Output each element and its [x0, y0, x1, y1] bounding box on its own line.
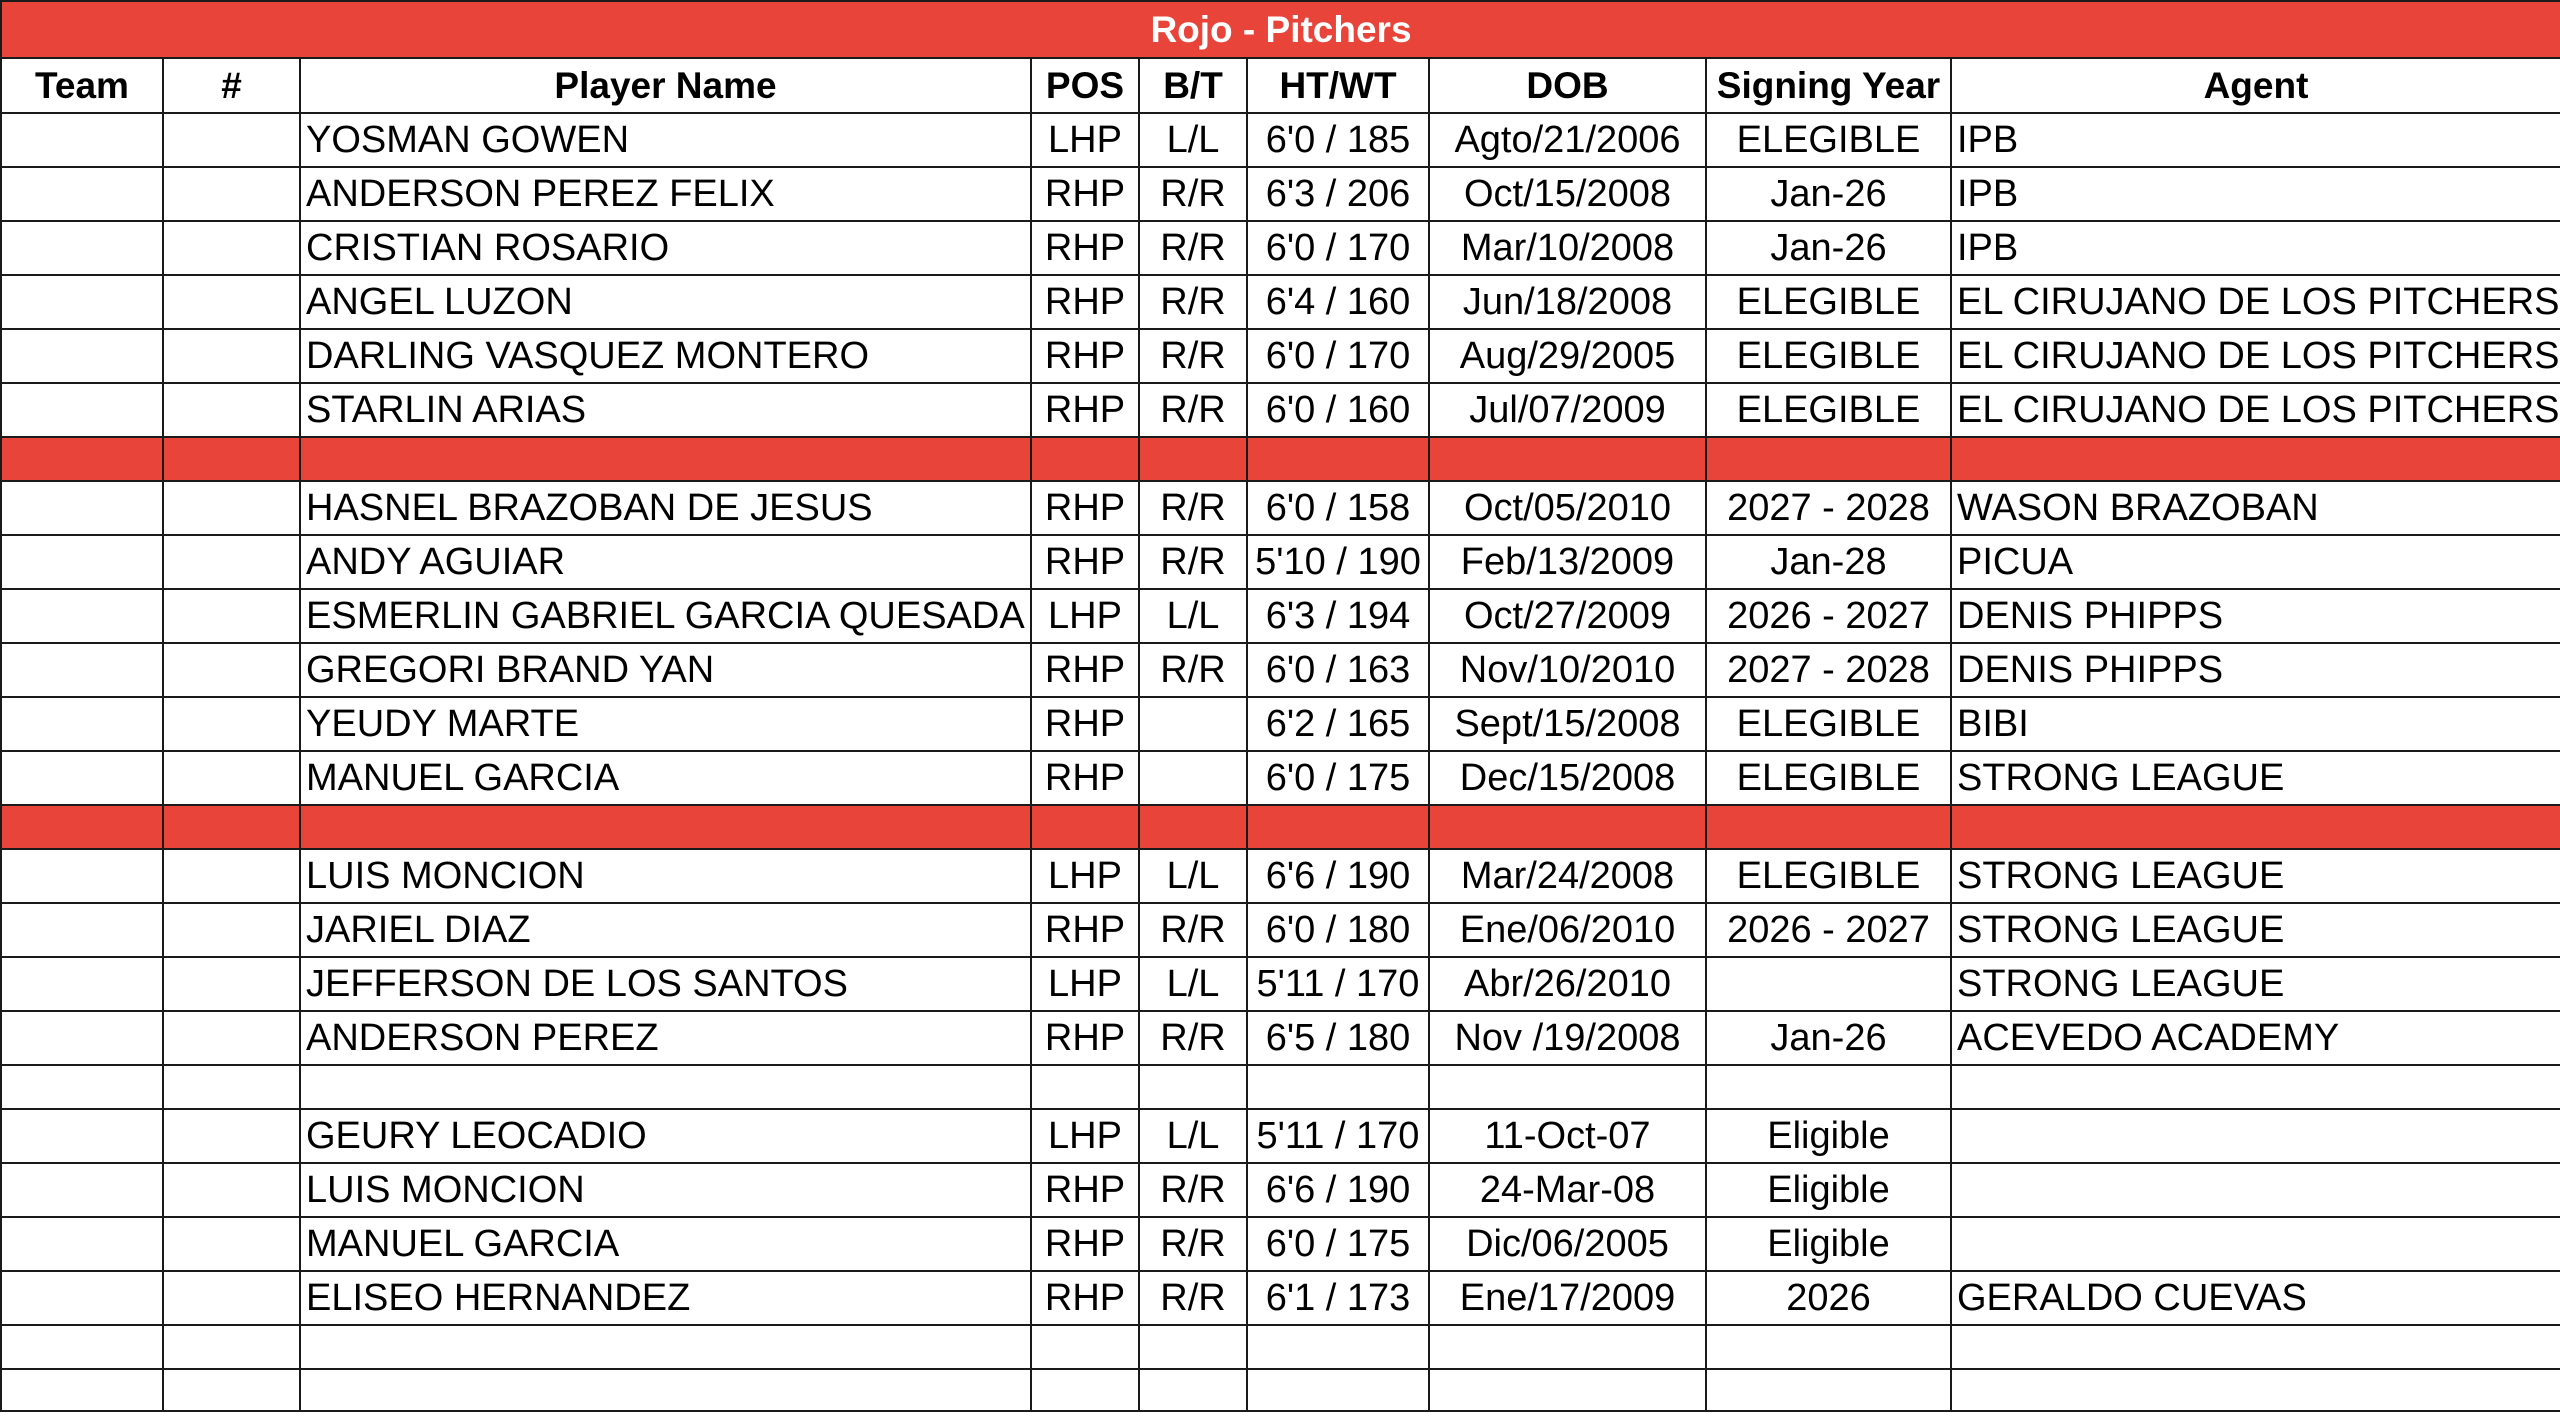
pos-cell[interactable]: RHP [1031, 383, 1139, 437]
agent-cell[interactable]: WASON BRAZOBAN [1951, 481, 2560, 535]
player-name-cell[interactable]: YEUDY MARTE [300, 697, 1031, 751]
dob-cell[interactable]: Agto/21/2006 [1429, 113, 1706, 167]
agent-cell[interactable]: ACEVEDO ACADEMY [1951, 1011, 2560, 1065]
player-name-cell[interactable]: MANUEL GARCIA [300, 1217, 1031, 1271]
player-name-cell[interactable]: DARLING VASQUEZ MONTERO [300, 329, 1031, 383]
signing-year-cell[interactable] [1706, 805, 1951, 849]
htwt-cell[interactable]: 6'0 / 170 [1247, 329, 1429, 383]
header-htwt[interactable]: HT/WT [1247, 58, 1429, 113]
title-row [1, 1, 2560, 58]
pos-cell[interactable]: RHP [1031, 481, 1139, 535]
player-name-cell[interactable]: MANUEL GARCIA [300, 751, 1031, 805]
agent-cell[interactable]: IPB [1951, 167, 2560, 221]
team-cell[interactable] [1, 751, 163, 805]
player-row [1, 697, 2560, 751]
pos-cell[interactable]: LHP [1031, 957, 1139, 1011]
empty-row [1, 1325, 2560, 1369]
bt-cell[interactable]: R/R [1139, 1217, 1247, 1271]
htwt-cell[interactable]: 6'5 / 180 [1247, 1011, 1429, 1065]
dob-cell[interactable]: Abr/26/2010 [1429, 957, 1706, 1011]
header-team[interactable]: Team [1, 58, 163, 113]
team-cell[interactable] [1, 643, 163, 697]
pos-cell[interactable]: RHP [1031, 329, 1139, 383]
htwt-cell[interactable]: 6'6 / 190 [1247, 849, 1429, 903]
table-body [1, 113, 2560, 1411]
player-row [1, 1011, 2560, 1065]
bt-cell[interactable] [1139, 437, 1247, 481]
player-row [1, 1163, 2560, 1217]
bt-cell[interactable]: L/L [1139, 1109, 1247, 1163]
player-name-cell[interactable]: ANGEL LUZON [300, 275, 1031, 329]
signing-year-cell[interactable]: Eligible [1706, 1217, 1951, 1271]
pos-cell[interactable]: LHP [1031, 1109, 1139, 1163]
number-cell[interactable] [163, 329, 300, 383]
player-row [1, 113, 2560, 167]
bt-cell[interactable] [1139, 1369, 1247, 1411]
signing-year-cell[interactable]: ELEGIBLE [1706, 697, 1951, 751]
team-cell[interactable] [1, 805, 163, 849]
number-cell[interactable] [163, 167, 300, 221]
team-cell[interactable] [1, 697, 163, 751]
agent-cell[interactable] [1951, 1325, 2560, 1369]
htwt-cell[interactable]: 6'0 / 158 [1247, 481, 1429, 535]
bt-cell[interactable]: R/R [1139, 167, 1247, 221]
number-cell[interactable] [163, 903, 300, 957]
number-cell[interactable] [163, 1271, 300, 1325]
number-cell[interactable] [163, 275, 300, 329]
player-name-cell[interactable]: ESMERLIN GABRIEL GARCIA QUESADA [300, 589, 1031, 643]
player-name-cell[interactable]: YOSMAN GOWEN [300, 113, 1031, 167]
dob-cell[interactable] [1429, 1065, 1706, 1109]
htwt-cell[interactable]: 6'0 / 163 [1247, 643, 1429, 697]
group-separator-row [1, 437, 2560, 481]
agent-cell[interactable] [1951, 1163, 2560, 1217]
bt-cell[interactable] [1139, 751, 1247, 805]
bt-cell[interactable]: R/R [1139, 481, 1247, 535]
number-cell[interactable] [163, 221, 300, 275]
pos-cell[interactable] [1031, 805, 1139, 849]
signing-year-cell[interactable] [1706, 437, 1951, 481]
player-name-cell[interactable]: STARLIN ARIAS [300, 383, 1031, 437]
player-name-cell[interactable]: JEFFERSON DE LOS SANTOS [300, 957, 1031, 1011]
player-name-cell[interactable]: GREGORI BRAND YAN [300, 643, 1031, 697]
team-cell[interactable] [1, 1163, 163, 1217]
dob-cell[interactable]: Dic/06/2005 [1429, 1217, 1706, 1271]
player-row [1, 589, 2560, 643]
dob-cell[interactable]: Mar/10/2008 [1429, 221, 1706, 275]
agent-cell[interactable] [1951, 1217, 2560, 1271]
signing-year-cell[interactable]: Eligible [1706, 1109, 1951, 1163]
sheet-title[interactable]: Rojo - Pitchers [1, 1, 2560, 58]
player-row [1, 535, 2560, 589]
htwt-cell[interactable] [1247, 805, 1429, 849]
team-cell[interactable] [1, 275, 163, 329]
dob-cell[interactable]: Ene/17/2009 [1429, 1271, 1706, 1325]
signing-year-cell[interactable] [1706, 1369, 1951, 1411]
player-row [1, 643, 2560, 697]
player-row [1, 167, 2560, 221]
agent-cell[interactable]: GERALDO CUEVAS [1951, 1271, 2560, 1325]
htwt-cell[interactable]: 6'3 / 194 [1247, 589, 1429, 643]
htwt-cell[interactable] [1247, 437, 1429, 481]
number-cell[interactable] [163, 1325, 300, 1369]
player-name-cell[interactable]: LUIS MONCION [300, 849, 1031, 903]
bt-cell[interactable] [1139, 1065, 1247, 1109]
number-cell[interactable] [163, 1109, 300, 1163]
signing-year-cell[interactable]: 2027 - 2028 [1706, 481, 1951, 535]
dob-cell[interactable]: Feb/13/2009 [1429, 535, 1706, 589]
dob-cell[interactable]: Sept/15/2008 [1429, 697, 1706, 751]
htwt-cell[interactable]: 6'0 / 160 [1247, 383, 1429, 437]
htwt-cell[interactable]: 6'6 / 190 [1247, 1163, 1429, 1217]
player-row [1, 481, 2560, 535]
header-pos[interactable]: POS [1031, 58, 1139, 113]
dob-cell[interactable]: Ene/06/2010 [1429, 903, 1706, 957]
player-name-cell[interactable]: GEURY LEOCADIO [300, 1109, 1031, 1163]
htwt-cell[interactable]: 6'1 / 173 [1247, 1271, 1429, 1325]
player-name-cell[interactable] [300, 1065, 1031, 1109]
signing-year-cell[interactable]: ELEGIBLE [1706, 849, 1951, 903]
pos-cell[interactable]: RHP [1031, 903, 1139, 957]
pos-cell[interactable] [1031, 1325, 1139, 1369]
number-cell[interactable] [163, 1217, 300, 1271]
player-name-cell[interactable]: ANDY AGUIAR [300, 535, 1031, 589]
team-cell[interactable] [1, 589, 163, 643]
header-signing-year[interactable]: Signing Year [1706, 58, 1951, 113]
bt-cell[interactable]: L/L [1139, 113, 1247, 167]
number-cell[interactable] [163, 535, 300, 589]
agent-cell[interactable]: EL CIRUJANO DE LOS PITCHERS [1951, 329, 2560, 383]
agent-cell[interactable]: EL CIRUJANO DE LOS PITCHERS [1951, 275, 2560, 329]
bt-cell[interactable]: R/R [1139, 329, 1247, 383]
team-cell[interactable] [1, 1109, 163, 1163]
htwt-cell[interactable]: 5'11 / 170 [1247, 1109, 1429, 1163]
team-cell[interactable] [1, 221, 163, 275]
bt-cell[interactable] [1139, 805, 1247, 849]
player-row [1, 1217, 2560, 1271]
signing-year-cell[interactable]: ELEGIBLE [1706, 329, 1951, 383]
bt-cell[interactable]: L/L [1139, 589, 1247, 643]
dob-cell[interactable] [1429, 437, 1706, 481]
player-name-cell[interactable]: ANDERSON PEREZ FELIX [300, 167, 1031, 221]
number-cell[interactable] [163, 383, 300, 437]
bt-cell[interactable]: R/R [1139, 535, 1247, 589]
agent-cell[interactable]: PICUA [1951, 535, 2560, 589]
bt-cell[interactable]: R/R [1139, 1271, 1247, 1325]
dob-cell[interactable]: 11-Oct-07 [1429, 1109, 1706, 1163]
team-cell[interactable] [1, 1271, 163, 1325]
group-separator-row [1, 805, 2560, 849]
number-cell[interactable] [163, 589, 300, 643]
dob-cell[interactable]: Nov/10/2010 [1429, 643, 1706, 697]
pos-cell[interactable]: RHP [1031, 221, 1139, 275]
player-name-cell[interactable]: CRISTIAN ROSARIO [300, 221, 1031, 275]
dob-cell[interactable]: Oct/15/2008 [1429, 167, 1706, 221]
signing-year-cell[interactable]: 2026 - 2027 [1706, 589, 1951, 643]
number-cell[interactable] [163, 481, 300, 535]
signing-year-cell[interactable] [1706, 1065, 1951, 1109]
signing-year-cell[interactable]: ELEGIBLE [1706, 113, 1951, 167]
signing-year-cell[interactable]: Jan-26 [1706, 1011, 1951, 1065]
number-cell[interactable] [163, 643, 300, 697]
empty-row [1, 1369, 2560, 1411]
team-cell[interactable] [1, 1011, 163, 1065]
pos-cell[interactable]: RHP [1031, 751, 1139, 805]
pos-cell[interactable]: LHP [1031, 849, 1139, 903]
team-cell[interactable] [1, 1369, 163, 1411]
empty-row [1, 1065, 2560, 1109]
signing-year-cell[interactable]: 2027 - 2028 [1706, 643, 1951, 697]
signing-year-cell[interactable]: ELEGIBLE [1706, 383, 1951, 437]
signing-year-cell[interactable]: 2026 [1706, 1271, 1951, 1325]
team-cell[interactable] [1, 1217, 163, 1271]
header-agent[interactable]: Agent [1951, 58, 2560, 113]
agent-cell[interactable]: DENIS PHIPPS [1951, 643, 2560, 697]
pos-cell[interactable]: RHP [1031, 643, 1139, 697]
player-name-cell[interactable]: JARIEL DIAZ [300, 903, 1031, 957]
signing-year-cell[interactable]: 2026 - 2027 [1706, 903, 1951, 957]
dob-cell[interactable]: Oct/05/2010 [1429, 481, 1706, 535]
team-cell[interactable] [1, 535, 163, 589]
htwt-cell[interactable] [1247, 1369, 1429, 1411]
bt-cell[interactable]: L/L [1139, 849, 1247, 903]
number-cell[interactable] [163, 437, 300, 481]
number-cell[interactable] [163, 751, 300, 805]
number-cell[interactable] [163, 1065, 300, 1109]
pos-cell[interactable]: RHP [1031, 1217, 1139, 1271]
dob-cell[interactable] [1429, 1369, 1706, 1411]
header-dob[interactable]: DOB [1429, 58, 1706, 113]
team-cell[interactable] [1, 957, 163, 1011]
number-cell[interactable] [163, 113, 300, 167]
bt-cell[interactable]: R/R [1139, 383, 1247, 437]
player-row [1, 957, 2560, 1011]
bt-cell[interactable] [1139, 1325, 1247, 1369]
dob-cell[interactable] [1429, 1325, 1706, 1369]
agent-cell[interactable]: BIBI [1951, 697, 2560, 751]
header-number[interactable]: # [163, 58, 300, 113]
agent-cell[interactable] [1951, 1109, 2560, 1163]
dob-cell[interactable]: Dec/15/2008 [1429, 751, 1706, 805]
player-row [1, 903, 2560, 957]
team-cell[interactable] [1, 1325, 163, 1369]
htwt-cell[interactable]: 6'3 / 206 [1247, 167, 1429, 221]
team-cell[interactable] [1, 167, 163, 221]
signing-year-cell[interactable] [1706, 957, 1951, 1011]
team-cell[interactable] [1, 1065, 163, 1109]
bt-cell[interactable]: R/R [1139, 1011, 1247, 1065]
signing-year-cell[interactable]: Eligible [1706, 1163, 1951, 1217]
dob-cell[interactable] [1429, 805, 1706, 849]
number-cell[interactable] [163, 957, 300, 1011]
htwt-cell[interactable]: 6'4 / 160 [1247, 275, 1429, 329]
htwt-cell[interactable] [1247, 1065, 1429, 1109]
signing-year-cell[interactable]: Jan-26 [1706, 167, 1951, 221]
player-name-cell[interactable]: HASNEL BRAZOBAN DE JESUS [300, 481, 1031, 535]
team-cell[interactable] [1, 903, 163, 957]
player-row [1, 275, 2560, 329]
number-cell[interactable] [163, 1369, 300, 1411]
pos-cell[interactable]: RHP [1031, 275, 1139, 329]
htwt-cell[interactable]: 6'0 / 180 [1247, 903, 1429, 957]
agent-cell[interactable]: STRONG LEAGUE [1951, 751, 2560, 805]
header-row [1, 58, 2560, 113]
number-cell[interactable] [163, 849, 300, 903]
agent-cell[interactable]: STRONG LEAGUE [1951, 903, 2560, 957]
pos-cell[interactable]: RHP [1031, 697, 1139, 751]
player-name-cell[interactable]: ANDERSON PEREZ [300, 1011, 1031, 1065]
dob-cell[interactable]: Aug/29/2005 [1429, 329, 1706, 383]
agent-cell[interactable] [1951, 805, 2560, 849]
dob-cell[interactable]: Oct/27/2009 [1429, 589, 1706, 643]
dob-cell[interactable]: Jun/18/2008 [1429, 275, 1706, 329]
pos-cell[interactable] [1031, 1369, 1139, 1411]
player-row [1, 849, 2560, 903]
number-cell[interactable] [163, 1011, 300, 1065]
htwt-cell[interactable]: 6'0 / 185 [1247, 113, 1429, 167]
signing-year-cell[interactable]: ELEGIBLE [1706, 751, 1951, 805]
pos-cell[interactable]: RHP [1031, 1011, 1139, 1065]
header-bt[interactable]: B/T [1139, 58, 1247, 113]
bt-cell[interactable]: R/R [1139, 643, 1247, 697]
number-cell[interactable] [163, 697, 300, 751]
team-cell[interactable] [1, 113, 163, 167]
signing-year-cell[interactable]: ELEGIBLE [1706, 275, 1951, 329]
team-cell[interactable] [1, 383, 163, 437]
htwt-cell[interactable]: 6'0 / 175 [1247, 1217, 1429, 1271]
htwt-cell[interactable] [1247, 1325, 1429, 1369]
agent-cell[interactable]: IPB [1951, 221, 2560, 275]
pos-cell[interactable]: LHP [1031, 589, 1139, 643]
player-name-cell[interactable]: ELISEO HERNANDEZ [300, 1271, 1031, 1325]
player-name-cell[interactable] [300, 1325, 1031, 1369]
pos-cell[interactable]: RHP [1031, 1271, 1139, 1325]
bt-cell[interactable]: R/R [1139, 221, 1247, 275]
number-cell[interactable] [163, 1163, 300, 1217]
team-cell[interactable] [1, 329, 163, 383]
bt-cell[interactable] [1139, 697, 1247, 751]
dob-cell[interactable]: Nov /19/2008 [1429, 1011, 1706, 1065]
agent-cell[interactable]: STRONG LEAGUE [1951, 957, 2560, 1011]
pos-cell[interactable]: RHP [1031, 167, 1139, 221]
dob-cell[interactable]: Jul/07/2009 [1429, 383, 1706, 437]
pos-cell[interactable]: LHP [1031, 113, 1139, 167]
number-cell[interactable] [163, 805, 300, 849]
htwt-cell[interactable]: 6'2 / 165 [1247, 697, 1429, 751]
agent-cell[interactable]: STRONG LEAGUE [1951, 849, 2560, 903]
agent-cell[interactable] [1951, 1369, 2560, 1411]
dob-cell[interactable]: 24-Mar-08 [1429, 1163, 1706, 1217]
player-row [1, 383, 2560, 437]
team-cell[interactable] [1, 849, 163, 903]
htwt-cell[interactable]: 5'10 / 190 [1247, 535, 1429, 589]
pos-cell[interactable]: RHP [1031, 535, 1139, 589]
player-name-cell[interactable] [300, 1369, 1031, 1411]
htwt-cell[interactable]: 6'0 / 170 [1247, 221, 1429, 275]
player-name-cell[interactable] [300, 437, 1031, 481]
signing-year-cell[interactable]: Jan-28 [1706, 535, 1951, 589]
signing-year-cell[interactable]: Jan-26 [1706, 221, 1951, 275]
bt-cell[interactable]: R/R [1139, 275, 1247, 329]
player-name-cell[interactable] [300, 805, 1031, 849]
dob-cell[interactable]: Mar/24/2008 [1429, 849, 1706, 903]
bt-cell[interactable]: R/R [1139, 903, 1247, 957]
team-cell[interactable] [1, 437, 163, 481]
player-row [1, 329, 2560, 383]
player-name-cell[interactable]: LUIS MONCION [300, 1163, 1031, 1217]
team-cell[interactable] [1, 481, 163, 535]
agent-cell[interactable]: DENIS PHIPPS [1951, 589, 2560, 643]
player-row [1, 1271, 2560, 1325]
pos-cell[interactable]: RHP [1031, 1163, 1139, 1217]
htwt-cell[interactable]: 6'0 / 175 [1247, 751, 1429, 805]
bt-cell[interactable]: L/L [1139, 957, 1247, 1011]
pos-cell[interactable] [1031, 437, 1139, 481]
player-row [1, 751, 2560, 805]
header-player-name[interactable]: Player Name [300, 58, 1031, 113]
player-row [1, 221, 2560, 275]
bt-cell[interactable]: R/R [1139, 1163, 1247, 1217]
pos-cell[interactable] [1031, 1065, 1139, 1109]
agent-cell[interactable] [1951, 1065, 2560, 1109]
htwt-cell[interactable]: 5'11 / 170 [1247, 957, 1429, 1011]
agent-cell[interactable] [1951, 437, 2560, 481]
player-row [1, 1109, 2560, 1163]
signing-year-cell[interactable] [1706, 1325, 1951, 1369]
agent-cell[interactable]: EL CIRUJANO DE LOS PITCHERS [1951, 383, 2560, 437]
agent-cell[interactable]: IPB [1951, 113, 2560, 167]
